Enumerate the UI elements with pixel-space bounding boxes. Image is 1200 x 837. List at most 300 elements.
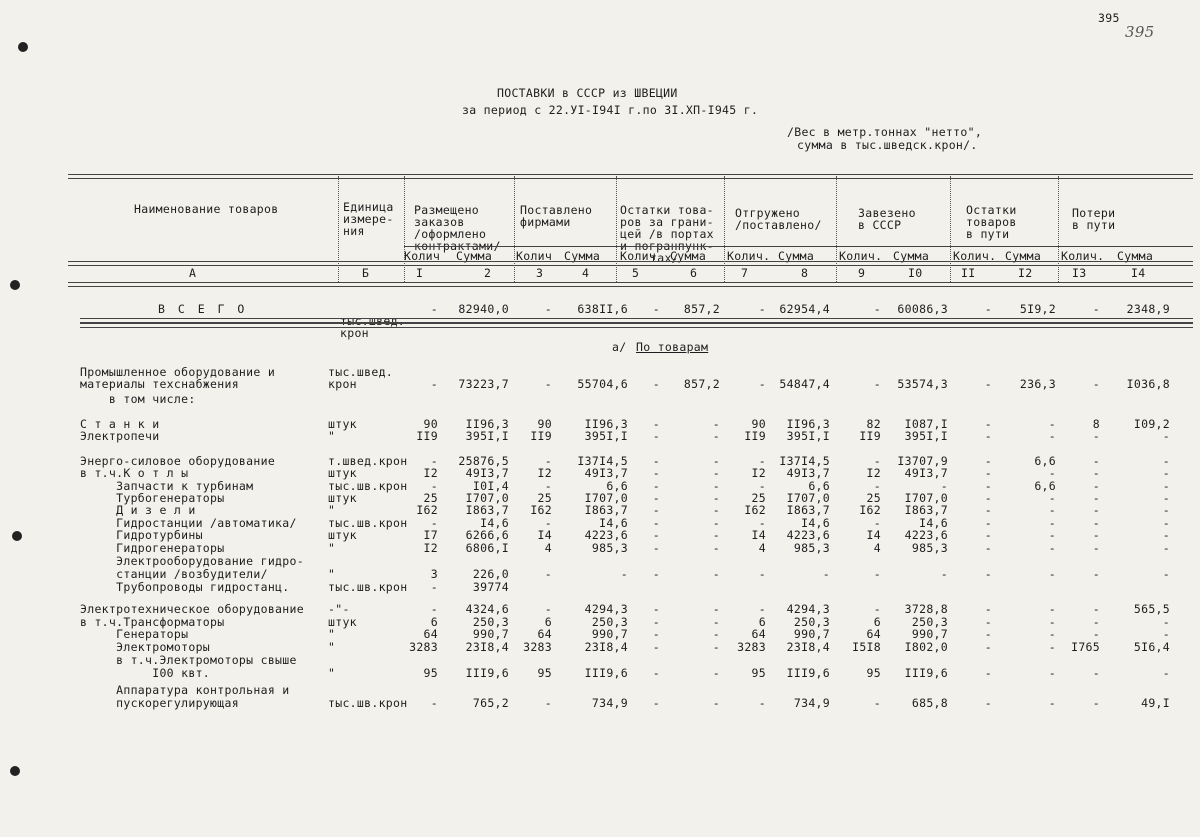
row-value: - [544,377,552,391]
row-value: I62 [416,503,438,517]
row-value: - [984,666,992,680]
total-value: - [1092,302,1100,316]
row-value: 3 [430,567,438,581]
row-value: 95 [423,666,438,680]
row-value: - [1092,429,1100,443]
row-value: I0I,4 [472,479,509,493]
row-unit: " [328,567,336,581]
row-value: - [1048,429,1056,443]
row-value: I62 [530,503,552,517]
row-value: 395I,I [786,429,830,443]
header-bottom-rule [68,282,1193,287]
row-name: Аппаратура контрольная и [80,683,290,697]
row-value: II9 [416,429,438,443]
row-unit: " [328,666,336,680]
row-value: I707,0 [904,491,948,505]
row-value: I707,0 [786,491,830,505]
row-value: - [1162,479,1170,493]
row-value: - [1092,602,1100,616]
row-value: - [984,541,992,555]
row-value: 4223,6 [786,528,830,542]
row-unit: штук [328,417,357,431]
row-unit: " [328,503,336,517]
row-value: - [1048,640,1056,654]
row-value: - [652,666,660,680]
row-value: 990,7 [472,627,509,641]
row-value: - [712,516,720,530]
row-value: I2 [751,466,766,480]
row-value: - [1092,627,1100,641]
row-value: - [544,567,552,581]
header-remaining-abroad: Остатки това- ров за грани- цей /в портах и погранпунк- тах/ [620,203,714,265]
row-value: I2 [423,466,438,480]
row-value: I036,8 [1126,377,1170,391]
row-value: - [712,541,720,555]
row-value: - [652,640,660,654]
row-name: Гидротурбины [80,528,203,542]
doc-note-weight: /Вес в метр.тоннах "нетто", [787,125,983,139]
row-value: - [1162,491,1170,505]
row-value: 25 [423,491,438,505]
row-name: в т.ч.К о т л ы [80,466,189,480]
col-header-qty: Колич. [1061,249,1105,263]
row-value: 55704,6 [577,377,628,391]
row-value: 985,3 [591,541,628,555]
row-value: I62 [859,503,881,517]
header-unit: Единица измере- ния [343,200,394,238]
row-name: станции /возбудители/ [80,567,268,581]
row-value: - [712,666,720,680]
row-value: - [1162,429,1170,443]
row-value: 985,3 [793,541,830,555]
page-number: 395 [1098,11,1120,25]
row-value: - [1048,627,1056,641]
col-header-qty: Колич. [953,249,997,263]
row-value: I2 [537,466,552,480]
row-value: - [984,377,992,391]
row-value: - [1048,503,1056,517]
col-sep [1058,176,1059,282]
row-value: - [1048,567,1056,581]
row-unit: т.швед.крон [328,454,408,468]
col-header-qty: Колич [516,249,553,263]
row-value: 90 [537,417,552,431]
row-name: Электротехническое оборудование [80,602,304,616]
col-number: 3 [536,266,544,280]
row-value: 4223,6 [584,528,628,542]
row-value: - [652,696,660,710]
row-value: I62 [744,503,766,517]
row-value: - [544,454,552,468]
col-number: I4 [1131,266,1146,280]
col-header-sum: Сумма [670,249,707,263]
row-value: - [652,567,660,581]
col-number: I0 [908,266,923,280]
col-sep [950,176,951,282]
row-value: I707,0 [584,491,628,505]
row-value: 6,6 [606,479,628,493]
col-sep [724,176,725,282]
col-number: 5 [632,266,640,280]
row-name: Турбогенераторы [80,491,225,505]
header-placed-orders: Размещено заказов /оформлено контрактами/ [414,203,501,253]
row-value: 25 [537,491,552,505]
header-in-transit: Остатки товаров в пути [966,203,1017,241]
row-value: - [1048,602,1056,616]
row-value: 6266,6 [465,528,509,542]
row-value: 49I3,7 [786,466,830,480]
col-number: 6 [690,266,698,280]
row-value: - [712,640,720,654]
row-value: III9,6 [786,666,830,680]
row-value: - [758,696,766,710]
total-value: - [430,302,438,316]
col-number: I [416,266,424,280]
row-value: 64 [423,627,438,641]
row-value: 4 [544,541,552,555]
col-number: 2 [484,266,492,280]
row-value: I765 [1071,640,1100,654]
col-header-qty: Колич [620,249,657,263]
row-value: - [1162,615,1170,629]
row-value: - [652,541,660,555]
row-value: - [652,615,660,629]
row-value: - [1092,541,1100,555]
row-value: 8 [1092,417,1100,431]
row-value: - [712,491,720,505]
row-value: - [652,429,660,443]
col-header-qty: Колич. [839,249,883,263]
col-header-sum: Сумма [1005,249,1042,263]
row-value: 985,3 [911,541,948,555]
row-value: - [652,627,660,641]
row-value: - [1092,466,1100,480]
row-value: - [758,377,766,391]
row-name: Трубопроводы гидростанц. [80,580,290,594]
row-value: I087,I [904,417,948,431]
row-value: - [712,479,720,493]
row-value: 4294,3 [584,602,628,616]
row-value: 250,3 [591,615,628,629]
row-value: 6 [544,615,552,629]
row-value: 95 [866,666,881,680]
row-value: - [758,479,766,493]
row-value: I707,0 [465,491,509,505]
row-value: I863,7 [786,503,830,517]
header-delivered: Поставлено фирмами [520,203,593,229]
row-value: I37I4,5 [779,454,830,468]
total-value: - [758,302,766,316]
row-value: 4223,6 [904,528,948,542]
row-value: - [984,640,992,654]
row-value: II9 [859,429,881,443]
row-value: 6 [758,615,766,629]
row-value: 49I3,7 [465,466,509,480]
row-value: - [984,602,992,616]
row-name: в т.ч.Трансформаторы [80,615,225,629]
row-unit: штук [328,491,357,505]
row-value: - [1048,491,1056,505]
total-value: - [652,302,660,316]
row-value: 3728,8 [904,602,948,616]
row-value: - [544,479,552,493]
total-value: 82940,0 [458,302,509,316]
row-unit: штук [328,466,357,480]
row-value: - [430,454,438,468]
col-sep [404,176,405,282]
col-number: II [961,266,976,280]
row-unit: штук [328,615,357,629]
total-value: 857,2 [683,302,720,316]
row-value: 64 [866,627,881,641]
row-value: 25 [751,491,766,505]
row-value: 395I,I [465,429,509,443]
row-value: 990,7 [591,627,628,641]
row-value: - [1048,666,1056,680]
row-value: II9 [530,429,552,443]
row-name: Промышленное оборудование и [80,365,276,379]
doc-note-sum: сумма в тыс.шведск.крон/. [797,138,978,152]
total-value: - [873,302,881,316]
row-value: - [712,466,720,480]
row-value: 53574,3 [897,377,948,391]
row-value: 64 [751,627,766,641]
row-name: Генераторы [80,627,189,641]
row-value: - [940,567,948,581]
row-unit: тыс.швед. [328,365,394,379]
row-value: - [758,602,766,616]
punch-hole [12,531,22,541]
row-value: - [984,503,992,517]
row-unit: " [328,640,336,654]
row-value: 6 [873,615,881,629]
row-name: пускорегулирующая [80,696,239,710]
col-number: 9 [858,266,866,280]
row-value: - [1162,528,1170,542]
row-name: материалы техснабжения [80,377,239,391]
row-value: 23I8,4 [786,640,830,654]
row-value: 49,I [1141,696,1170,710]
row-value: - [712,567,720,581]
row-value: I4,6 [919,516,948,530]
col-header-qty: Колич [404,249,441,263]
header-top-rule [68,174,1193,179]
row-value: - [873,602,881,616]
row-value: 765,2 [472,696,509,710]
row-unit: крон [328,377,357,391]
row-value: - [1048,615,1056,629]
row-value: I09,2 [1133,417,1170,431]
row-value: - [712,627,720,641]
header-losses: Потери в пути [1072,206,1116,232]
row-name: Запчасти к турбинам [80,479,254,493]
row-name: Электрооборудование гидро- [80,554,304,568]
col-number: I2 [1018,266,1033,280]
row-value: I2 [866,466,881,480]
page-number-handwritten: 395 [1125,23,1155,41]
row-value: - [712,429,720,443]
row-value: - [1162,503,1170,517]
col-header-sum: Сумма [1117,249,1154,263]
punch-hole [10,766,20,776]
col-header-sum: Сумма [456,249,493,263]
row-value: I2 [423,541,438,555]
row-value: 39774 [472,580,509,594]
row-value: - [652,466,660,480]
doc-period: за период с 22.УI-I94I г.по 3I.XП-I945 г. [462,103,759,117]
row-value: 6,6 [808,479,830,493]
header-imported: Завезено в СССР [858,206,916,232]
row-value: 3283 [737,640,766,654]
row-value: 734,9 [591,696,628,710]
total-value: 2348,9 [1126,302,1170,316]
row-value: - [1048,516,1056,530]
row-unit: " [328,627,336,641]
row-value: - [873,454,881,468]
row-value: - [758,567,766,581]
total-value: 60086,3 [897,302,948,316]
row-value: 25876,5 [458,454,509,468]
row-value: - [1162,567,1170,581]
row-value: I863,7 [904,503,948,517]
row-value: 4 [758,541,766,555]
col-header-sum: Сумма [778,249,815,263]
row-value: - [873,696,881,710]
row-value: 25 [866,491,881,505]
row-value: 990,7 [793,627,830,641]
col-letter-b: Б [362,266,370,280]
section-prefix: а/ [612,340,627,354]
row-value: 250,3 [911,615,948,629]
row-value: II9 [744,429,766,443]
row-value: - [1092,666,1100,680]
row-value: - [873,479,881,493]
row-value: III9,6 [904,666,948,680]
row-unit: " [328,429,336,443]
row-value: III9,6 [584,666,628,680]
total-value: - [544,302,552,316]
row-value: 6,6 [1034,479,1056,493]
row-value: 49I3,7 [584,466,628,480]
row-value: 64 [537,627,552,641]
row-value: - [712,602,720,616]
row-value: - [430,377,438,391]
row-value: - [873,516,881,530]
row-value: - [712,417,720,431]
row-unit: тыс.шв.крон [328,696,408,710]
total-value: 62954,4 [779,302,830,316]
row-value: I863,7 [584,503,628,517]
row-value: I37I4,5 [577,454,628,468]
total-label: В С Е Г О [158,302,248,316]
row-value: - [712,454,720,468]
row-value: I3707,9 [897,454,948,468]
row-value: - [652,479,660,493]
row-value: - [758,516,766,530]
row-value: III9,6 [465,666,509,680]
row-value: 49I3,7 [904,466,948,480]
row-value: I802,0 [904,640,948,654]
row-value: 236,3 [1019,377,1056,391]
row-value: I4,6 [480,516,509,530]
header-sub-rule [404,246,1193,247]
row-name: Электропечи [80,429,160,443]
row-value: 23I8,4 [584,640,628,654]
row-value: - [430,580,438,594]
row-unit: тыс.шв.крон [328,516,408,530]
row-value: I4 [537,528,552,542]
row-name: Электромоторы [80,640,211,654]
total-rule-2 [80,323,1193,328]
col-sep [616,176,617,282]
row-value: - [544,696,552,710]
row-value: I4 [751,528,766,542]
col-header-qty: Колич. [727,249,771,263]
punch-hole [18,42,28,52]
row-value: 95 [537,666,552,680]
row-value: - [652,528,660,542]
section-heading: По товарам [636,340,709,354]
row-value: - [1162,516,1170,530]
row-value: II96,3 [786,417,830,431]
row-unit: -"- [328,602,350,616]
row-value: II96,3 [584,417,628,431]
col-header-sum: Сумма [893,249,930,263]
row-value: - [984,454,992,468]
row-value: - [544,516,552,530]
row-value: - [1092,696,1100,710]
row-value: - [984,417,992,431]
row-value: - [1092,479,1100,493]
col-header-sum: Сумма [564,249,601,263]
row-unit: " [328,541,336,555]
row-value: - [430,696,438,710]
row-value: 4324,6 [465,602,509,616]
row-value: - [652,503,660,517]
punch-hole [10,280,20,290]
row-value: - [712,528,720,542]
row-value: - [940,479,948,493]
row-value: - [984,491,992,505]
row-value: - [430,516,438,530]
row-value: - [873,567,881,581]
row-value: - [1092,567,1100,581]
row-unit: тыс.шв.крон [328,580,408,594]
row-value: I7 [423,528,438,542]
row-value: 4294,3 [786,602,830,616]
row-value: - [1048,696,1056,710]
row-value: - [430,602,438,616]
row-unit: штук [328,528,357,542]
row-value: I4 [866,528,881,542]
row-value: I863,7 [465,503,509,517]
col-sep [338,176,339,282]
row-value: 90 [751,417,766,431]
row-name: в т.ч.Электромоторы свыше [80,653,297,667]
col-number: 8 [801,266,809,280]
total-value: 638II,6 [577,302,628,316]
col-sep [514,176,515,282]
row-value: 73223,7 [458,377,509,391]
row-value: 6 [430,615,438,629]
row-value: - [1092,528,1100,542]
row-value: 565,5 [1133,602,1170,616]
row-name: Д и з е л и [80,503,196,517]
row-value: 734,9 [793,696,830,710]
row-value: 23I8,4 [465,640,509,654]
row-value: - [652,516,660,530]
row-name: С т а н к и [80,417,160,431]
